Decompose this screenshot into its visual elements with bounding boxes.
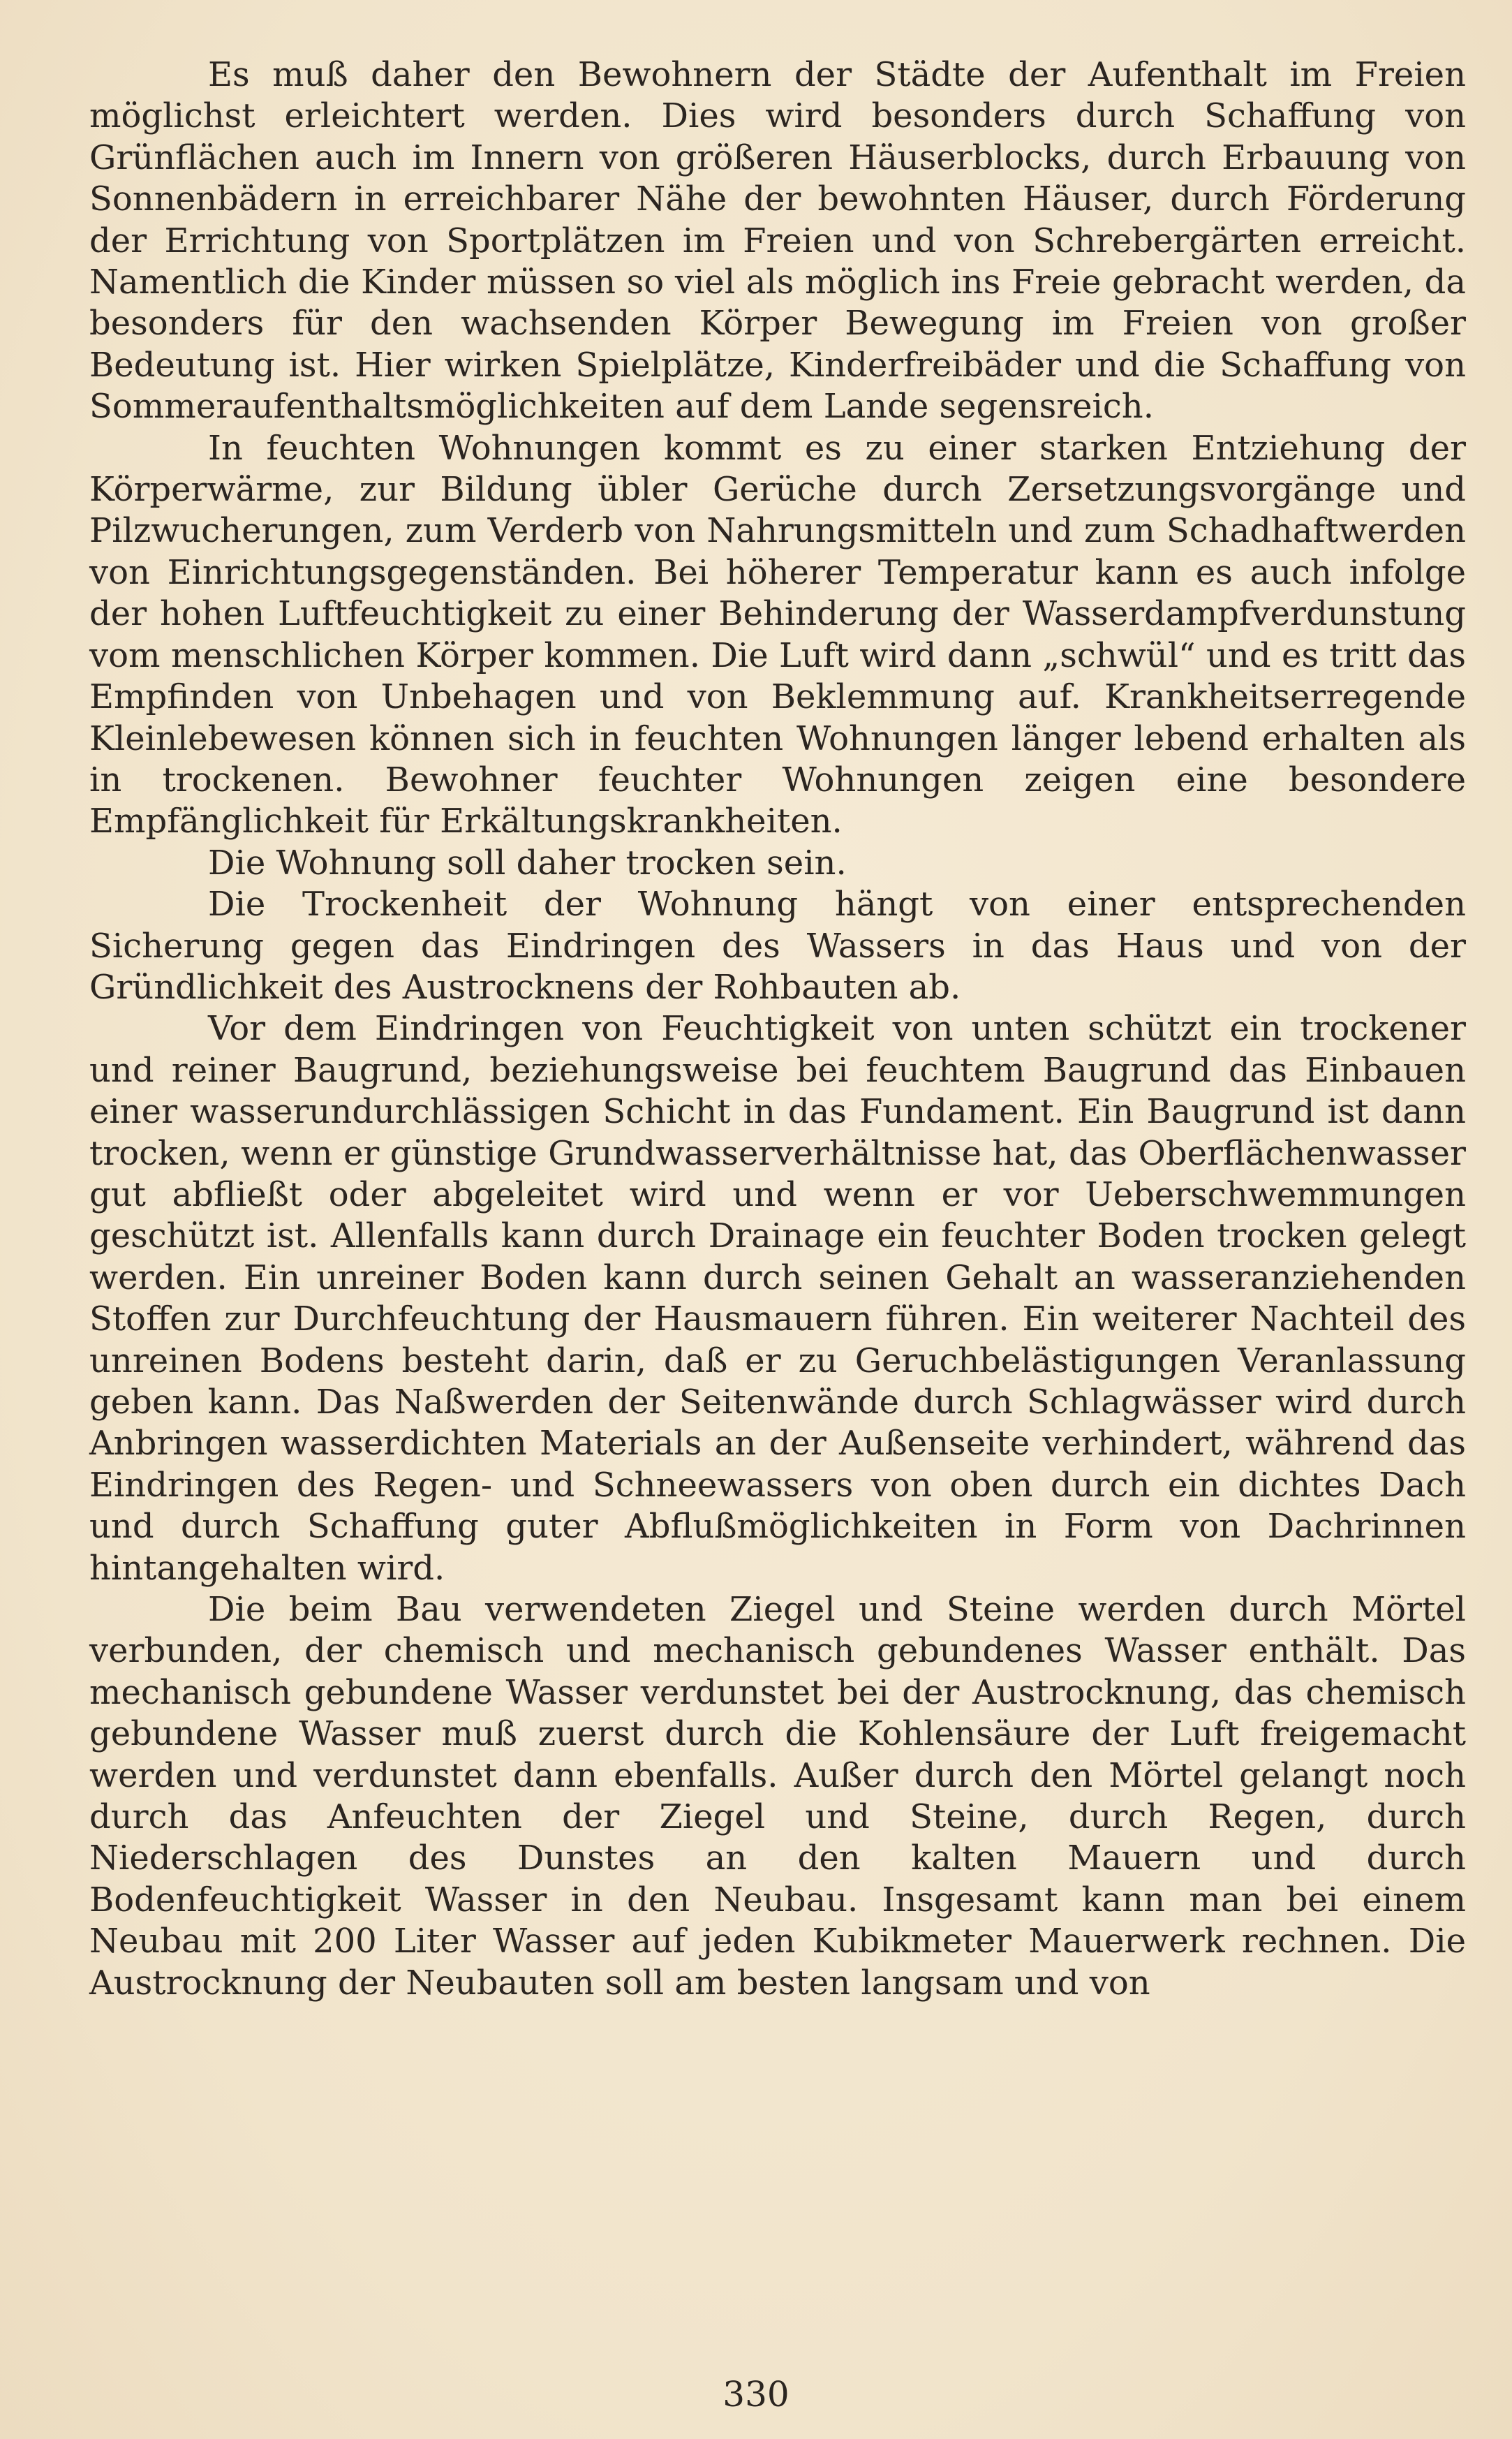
paragraph: Die Wohnung soll daher trocken sein.	[208, 843, 847, 883]
paragraph: Es muß daher den Bewohnern der Städte der Aufenthalt im Freien möglichst erleichtert werden. Dies wird besonders durch Schaffung von Grünflächen auch im Innern von größeren Häuserblocks, durch Erbauung von Sonnenbädern in erreichbarer Nähe der bewohnten Häuser, durch Förderung der Errichtung von Sportplätzen im Freien und von Schrebergärten erreicht. Namentlich die Kinder müssen so viel als möglich ins Freie gebracht werden, da besonders für den wachsenden Körper Bewegung im Freien von großer Bedeutung ist. Hier wirken Spielplätze, Kinderfreibäder und die Schaffung von Sommeraufenthaltsmöglichkeiten auf dem Lande segensreich.	[89, 55, 1466, 427]
page-number: 330	[722, 2374, 790, 2415]
paragraph: Vor dem Eindringen von Feuchtigkeit von unten schützt ein trockener und reiner Baugrund, beziehungsweise bei feuchtem Baugrund das Einbauen einer wasserundurchlässigen Schicht in das Fundament. Ein Baugrund ist dann trocken, wenn er günstige Grundwasserverhältnisse hat, das Oberflächenwasser gut abfließt oder abgeleitet wird und wenn er vor Ueberschwemmungen geschützt ist. Allenfalls kann durch Drainage ein feuchter Boden trocken gelegt werden. Ein unreiner Boden kann durch seinen Gehalt an wasseranziehenden Stoffen zur Durchfeuchtung der Hausmauern führen. Ein weiterer Nachteil des unreinen Bodens besteht darin, daß er zu Geruchbelästigungen Veranlassung geben kann. Das Naßwerden der Seitenwände durch Schlagwässer wird durch Anbringen wasserdichten Materials an der Außenseite verhindert, während das Eindringen des Regen- und Schneewassers von oben durch ein dichtes Dach und durch Schaffung guter Abflußmöglichkeiten in Form von Dachrinnen hintangehalten wird.	[89, 1009, 1466, 1588]
paragraph: In feuchten Wohnungen kommt es zu einer starken Entziehung der Körperwärme, zur Bildung übler Gerüche durch Zersetzungsvorgänge und Pilzwucherungen, zum Verderb von Nahrungsmitteln und zum Schadhaftwerden von Einrichtungsgegenständen. Bei höherer Temperatur kann es auch infolge der hohen Luftfeuchtigkeit zu einer Behinderung der Wasserdampfverdunstung vom menschlichen Körper kommen. Die Luft wird dann „schwül“ und es tritt das Empfinden von Unbehagen und von Beklemmung auf. Krankheitserregende Kleinlebewesen können sich in feuchten Wohnungen länger lebend erhalten als in trockenen. Bewohner feuchter Wohnungen zeigen eine besondere Empfänglichkeit für Erkältungskrankheiten.	[89, 428, 1466, 841]
paragraph: Die beim Bau verwendeten Ziegel und Steine werden durch Mörtel verbunden, der chemisch und mechanisch gebundenes Wasser enthält. Das mechanisch gebundene Wasser verdunstet bei der Austrocknung, das chemisch gebundene Wasser muß zuerst durch die Kohlensäure der Luft freigemacht werden und verdunstet dann ebenfalls. Außer durch den Mörtel gelangt noch durch das Anfeuchten der Ziegel und Steine, durch Regen, durch Niederschlagen des Dunstes an den kalten Mauern und durch Bodenfeuchtigkeit Wasser in den Neubau. Insgesamt kann man bei einem Neubau mit 200 Liter Wasser auf jeden Kubikmeter Mauerwerk rechnen. Die Austrocknung der Neubauten soll am besten langsam und von	[89, 1590, 1466, 2003]
paragraph: Die Trockenheit der Wohnung hängt von einer entsprechenden Sicherung gegen das Eindringen des Wassers in das Haus und von der Gründlichkeit des Austrocknens der Rohbauten ab.	[89, 885, 1466, 1007]
body-text	[89, 54, 1466, 2004]
